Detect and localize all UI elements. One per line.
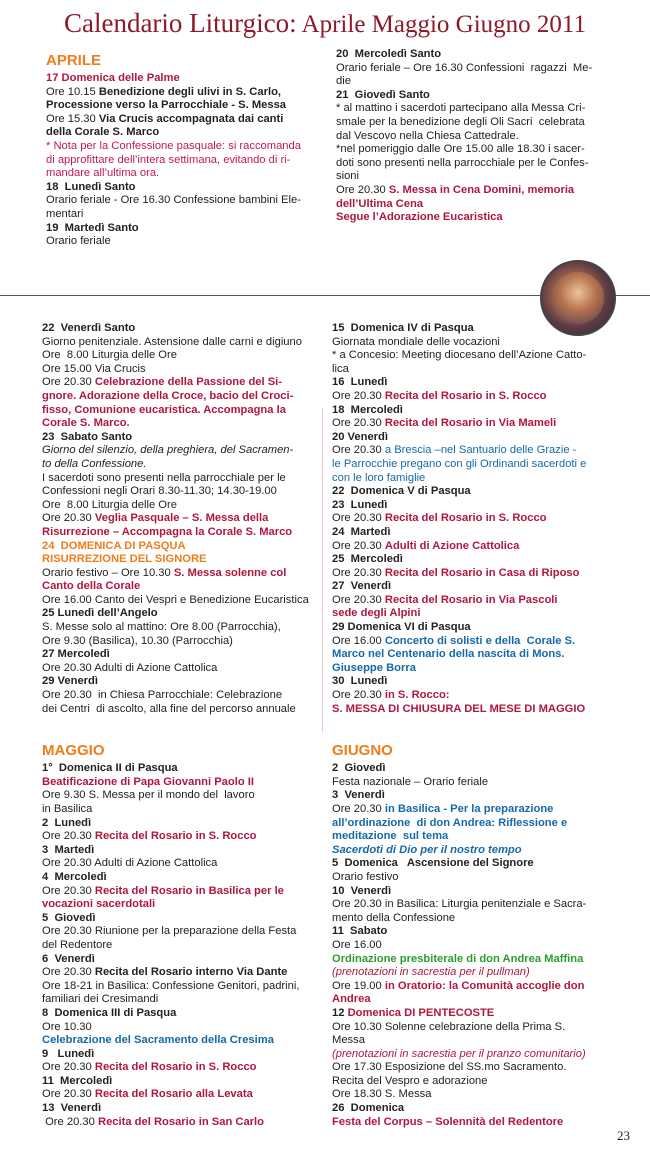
calendar-line: 13 Venerdì (42, 1102, 102, 1115)
calendar-line: Risurrezione – Accompagna la Corale S. Marco (42, 525, 293, 538)
calendar-line: Canto della Corale (42, 580, 141, 593)
calendar-line: 21 Giovedì Santo (336, 88, 430, 101)
calendar-line: Ore 10.30 (42, 1020, 92, 1033)
calendar-line-segment: Ore 20.30 (42, 1088, 95, 1101)
calendar-line-segment: a Brescia –nel Santuario delle Grazie - (384, 444, 577, 457)
calendar-line: 19 Martedì Santo (46, 221, 139, 234)
column-may-june-right (332, 322, 632, 1129)
calendar-line: S. MESSA DI CHIUSURA DEL MESE DI MAGGIO (332, 702, 586, 715)
calendar-line-segment: Benedizione degli ulivi in S. Carlo, (98, 85, 282, 98)
calendar-line: dell’Ultima Cena (336, 197, 424, 210)
calendar-line (42, 885, 324, 899)
calendar-line: 27 Venerdì (332, 580, 392, 593)
calendar-line: 20 Venerdì (332, 430, 388, 443)
calendar-line: (prenotazioni in sacrestia per il pullman) (332, 966, 530, 979)
calendar-line: * Nota per la Confessione pasquale: si raccomanda (46, 139, 301, 152)
calendar-line-segment: Recita del Rosario in Via Pascoli (384, 593, 558, 606)
calendar-line: sioni (336, 170, 360, 183)
calendar-line: S. Messe solo al mattino: Ore 8.00 (Parrocchia), (42, 621, 281, 634)
calendar-line-segment: Ore 20.30 (332, 689, 385, 702)
calendar-line: doti sono presenti nella parrocchiale per le Confes- (336, 156, 589, 169)
calendar-line (332, 635, 632, 649)
calendar-line-segment: Recita del Rosario alla Levata (94, 1088, 253, 1101)
calendar-line (42, 567, 324, 581)
calendar-line: del Redentore (42, 938, 113, 951)
calendar-line: 24 Martedì (332, 525, 391, 538)
calendar-line-segment: Ore 20.30 (336, 183, 389, 196)
calendar-line: Orario feriale - Ore 16.30 Confessione bambini Ele- (46, 194, 301, 207)
calendar-line (332, 594, 632, 608)
calendar-line (336, 184, 626, 198)
calendar-line: 29 Venerdì (42, 675, 98, 688)
calendar-line: le Parrocchie pregano con gli Ordinandi sacerdoti e (332, 457, 587, 470)
calendar-line-segment: Recita del Rosario in S. Rocco (94, 830, 257, 843)
calendar-line: Beatificazione di Papa Giovanni Paolo II (42, 775, 254, 788)
calendar-line: dal Vescovo nella Chiesa Cattedrale. (336, 129, 519, 142)
calendar-line-segment: Ore 20.30 (42, 884, 95, 897)
spacer (332, 716, 632, 738)
calendar-line: in Basilica (42, 803, 93, 815)
page-title-main: Calendario Liturgico: (63, 8, 297, 38)
calendar-line: Ore 9.30 (Basilica), 10.30 (Parrocchia) (42, 634, 233, 647)
calendar-line: 26 Domenica (332, 1102, 405, 1115)
calendar-line: 1° Domenica II di Pasqua (42, 762, 178, 775)
calendar-line: Ordinazione presbiterale di don Andrea Maffina (332, 952, 584, 965)
calendar-line-segment: Domenica DI PENTECOSTE (347, 1006, 495, 1019)
calendar-line: * al mattino i sacerdoti partecipano alla Messa Cri- (336, 102, 586, 115)
calendar-line: Ore 18-21 in Basilica: Confessione Genitori, padrini, (42, 979, 300, 992)
calendar-line-segment: Ore 20.30 (42, 1115, 98, 1128)
calendar-line-segment: Ore 20.30 (332, 593, 385, 606)
calendar-line (42, 830, 324, 844)
calendar-line: Marco nel Centenario della nascita di Mons. (332, 648, 565, 661)
calendar-line: 22 Domenica V di Pasqua (332, 485, 471, 498)
calendar-line: Sacerdoti di Dio per il nostro tempo (332, 843, 522, 856)
calendar-line-segment: Ore 16.00 (332, 634, 385, 647)
calendar-line: Processione verso la Parrocchiale - S. Messa (46, 99, 287, 112)
calendar-line: 23 Sabato Santo (42, 430, 133, 443)
spacer (42, 716, 324, 738)
calendar-line: 10 Venerdì (332, 884, 392, 897)
calendar-line: 25 Lunedì dell’Angelo (42, 607, 158, 620)
calendar-line: Recita del Vespro e adorazione (332, 1074, 488, 1087)
calendar-line: to della Confessione. (42, 457, 147, 470)
calendar-line-segment: Ore 20.30 (42, 966, 95, 979)
calendar-line: 27 Mercoledì (42, 648, 110, 661)
calendar-line-segment: Recita del Rosario in S. Rocco (94, 1061, 257, 1074)
page-title-sub: Aprile Maggio Giugno 2011 (296, 11, 587, 38)
calendar-line: Orario feriale – Ore 16.30 Confessioni ragazzi Me- (336, 61, 593, 74)
calendar-line: 15 Domenica IV di Pasqua (332, 322, 474, 334)
calendar-line: RISURREZIONE DEL SIGNORE (42, 553, 207, 566)
calendar-line-segment: 12 (332, 1006, 348, 1019)
calendar-line-segment: Recita del Rosario in S. Rocco (384, 512, 547, 525)
calendar-line: 8 Domenica III di Pasqua (42, 1006, 177, 1019)
calendar-line: 5 Domenica Ascensione del Signore (332, 857, 534, 870)
month-heading: GIUGNO (332, 742, 393, 760)
calendar-line (42, 966, 324, 980)
calendar-line (332, 980, 632, 994)
calendar-line: della Corale S. Marco (46, 126, 160, 139)
calendar-line: all’ordinazione di don Andrea: Riflessione e (332, 816, 568, 829)
calendar-line: mentari (46, 207, 84, 220)
calendar-line-segment: in S. Rocco: (384, 689, 450, 702)
calendar-line (332, 803, 632, 817)
calendar-line: Andrea (332, 993, 371, 1006)
calendar-line (332, 1007, 632, 1021)
calendar-line: 11 Mercoledì (42, 1074, 113, 1087)
calendar-line: * a Concesio: Meeting diocesano dell’Azione Catto- (332, 349, 587, 362)
calendar-line: 23 Lunedì (332, 498, 388, 511)
column-april-right (336, 48, 626, 225)
calendar-line: *nel pomeriggio dalle Ore 15.00 alle 18.30 i sacer- (336, 143, 585, 156)
calendar-line-segment: in Oratorio: la Comunità accoglie don (384, 979, 585, 992)
calendar-line (42, 376, 324, 390)
calendar-line: Ore 20.30 Adulti di Azione Cattolica (42, 661, 218, 674)
calendar-line: Ore 20.30 Riunione per la preparazione della Festa (42, 925, 297, 938)
calendar-line: 3 Venerdì (332, 789, 385, 802)
calendar-line-segment: S. Messa in Cena Domini, memoria (388, 183, 575, 196)
calendar-line (42, 1088, 324, 1102)
calendar-line: 2 Lunedì (42, 816, 92, 829)
calendar-line: Giorno del silenzio, della preghiera, del Sacramen- (42, 444, 294, 457)
calendar-line (332, 417, 632, 431)
calendar-line: meditazione sul tema (332, 830, 449, 843)
calendar-line: smale per la benedizione degli Oli Sacri celebrata (336, 115, 585, 128)
calendar-line: lica (332, 362, 349, 375)
calendar-line: mandare all’ultima ora. (46, 167, 160, 180)
calendar-line: familiari dei Cresimandi (42, 993, 159, 1006)
calendar-line: Ore 20.30 in Chiesa Parrocchiale: Celebrazione (42, 689, 283, 702)
column-april-may-left (42, 322, 324, 1129)
month-heading: MAGGIO (42, 742, 105, 760)
calendar-line (42, 1116, 324, 1130)
calendar-line-segment: Ore 20.30 (332, 539, 385, 552)
calendar-line: I sacerdoti sono presenti nella parrocchiale per le (42, 471, 286, 484)
calendar-line-segment: Via Crucis accompagnata dai canti (98, 112, 284, 125)
calendar-line: 6 Venerdì (42, 952, 95, 965)
calendar-line: 25 Mercoledì (332, 553, 403, 566)
calendar-line: dei Centri di ascolto, alla fine del percorso annuale (42, 702, 296, 715)
calendar-line-segment: Recita del Rosario in Via Mameli (384, 417, 557, 430)
calendar-line: Ore 20.30 in Basilica: Liturgia penitenziale e Sacra- (332, 898, 587, 911)
calendar-line: vocazioni sacerdotali (42, 898, 156, 911)
calendar-line: 16 Lunedì (332, 376, 388, 389)
calendar-line-segment: Concerto di solisti e della Corale S. (384, 634, 576, 647)
calendar-line-segment: Celebrazione della Passione del Si- (94, 376, 283, 389)
calendar-line: Segue l’Adorazione Eucaristica (336, 211, 503, 224)
calendar-line: Ore 16.00 (332, 938, 382, 951)
calendar-line: Ore 10.30 Solenne celebrazione della Prima S. (332, 1020, 566, 1033)
calendar-line: Festa nazionale – Orario feriale (332, 775, 489, 788)
calendar-line: Confessioni negli Orari 8.30-11.30; 14.30-19.00 (42, 485, 277, 498)
calendar-line: 20 Mercoledì Santo (336, 48, 442, 60)
calendar-line (332, 444, 632, 458)
calendar-line: Ore 8.00 Liturgia delle Ore (42, 349, 177, 362)
calendar-line: Giuseppe Borra (332, 661, 416, 674)
calendar-line-segment: Adulti di Azione Cattolica (384, 539, 520, 552)
month-heading: APRILE (46, 52, 102, 69)
calendar-line-segment: Recita del Rosario interno Via Dante (94, 966, 288, 979)
calendar-line-segment: Ore 20.30 (332, 566, 385, 579)
calendar-line-segment: Ore 20.30 (42, 376, 95, 389)
calendar-line-segment: Ore 20.30 (332, 389, 385, 402)
calendar-line: Festa del Corpus – Solennità del Redentore (332, 1115, 564, 1128)
calendar-line: Ore 20.30 Adulti di Azione Cattolica (42, 857, 218, 870)
calendar-line: sede degli Alpini (332, 607, 421, 620)
calendar-line: 29 Domenica VI di Pasqua (332, 621, 471, 634)
calendar-line-segment: Ore 19.00 (332, 979, 385, 992)
calendar-line-segment: Recita del Rosario in S. Rocco (384, 389, 547, 402)
calendar-line-segment: Recita del Rosario in San Carlo (97, 1115, 264, 1128)
page-title (0, 8, 650, 39)
calendar-line: die (336, 75, 351, 88)
calendar-line: Ore 8.00 Liturgia delle Ore (42, 498, 177, 511)
calendar-line: 22 Venerdì Santo (42, 322, 136, 334)
calendar-line-segment: Recita del Rosario in Casa di Riposo (384, 566, 580, 579)
calendar-line: (prenotazioni in sacrestia per il pranzo comunitario) (332, 1047, 586, 1060)
page-number: 23 (617, 1128, 630, 1143)
calendar-line: 3 Martedì (42, 843, 95, 856)
calendar-line-segment: Orario festivo – Ore 10.30 (42, 566, 174, 579)
calendar-line-segment: Veglia Pasquale – S. Messa della (94, 512, 269, 525)
calendar-line: 11 Sabato (332, 925, 388, 938)
calendar-line: con le loro famiglie (332, 471, 426, 484)
calendar-line (42, 512, 324, 526)
calendar-line: 18 Mercoledì (332, 403, 403, 416)
calendar-line: mento della Confessione (332, 911, 456, 924)
calendar-line-segment: Ore 10.15 (46, 85, 99, 98)
calendar-line: 24 DOMENICA DI PASQUA (42, 539, 186, 552)
calendar-line-segment: Ore 20.30 (332, 512, 385, 525)
calendar-line (46, 86, 326, 100)
calendar-line: Corale S. Marco. (42, 417, 130, 430)
calendar-line-segment: S. Messa solenne col (173, 566, 287, 579)
calendar-line: Ore 17.30 Esposizione del SS.mo Sacramento. (332, 1061, 567, 1074)
calendar-line: fisso, Comunione eucaristica. Accompagna la (42, 403, 286, 416)
calendar-line (332, 689, 632, 703)
calendar-line: 17 Domenica delle Palme (46, 72, 180, 84)
calendar-line (332, 567, 632, 581)
calendar-line: 2 Giovedì (332, 762, 386, 775)
column-april-left (46, 48, 326, 249)
calendar-line-segment: Ore 20.30 (42, 512, 95, 525)
calendar-line: Ore 18.30 S. Messa (332, 1088, 432, 1101)
calendar-line: Ore 16.00 Canto dei Vespri e Benedizione Eucaristica (42, 593, 309, 606)
calendar-line: di approfittare dell’intera settimana, evitando di ri- (46, 153, 291, 166)
calendar-line-segment: Ore 20.30 (332, 803, 385, 815)
calendar-line: Messa (332, 1034, 365, 1047)
calendar-line: Giorno penitenziale. Astensione dalle carni e digiuno (42, 335, 302, 348)
calendar-line (332, 512, 632, 526)
calendar-line-segment: Ore 20.30 (42, 830, 95, 843)
calendar-line (46, 113, 326, 127)
calendar-line: Celebrazione del Sacramento della Cresima (42, 1034, 274, 1047)
calendar-line (332, 390, 632, 404)
calendar-line: Orario festivo (332, 870, 399, 883)
calendar-line: Giornata mondiale delle vocazioni (332, 335, 500, 348)
calendar-line: 30 Lunedì (332, 675, 388, 688)
calendar-line: Orario feriale (46, 235, 111, 248)
calendar-line-segment: Ore 15.30 (46, 112, 99, 125)
calendar-line-segment: Recita del Rosario in Basilica per le (94, 884, 284, 897)
calendar-line (42, 1061, 324, 1075)
calendar-line: 5 Giovedì (42, 911, 96, 924)
calendar-line-segment: Ore 20.30 (42, 1061, 95, 1074)
calendar-line-segment: Ore 20.30 (332, 444, 385, 457)
calendar-line-segment: in Basilica - Per la preparazione (384, 803, 554, 815)
calendar-line: 9 Lunedì (42, 1047, 95, 1060)
calendar-line: 4 Mercoledì (42, 870, 107, 883)
calendar-line-segment: Ore 20.30 (332, 417, 385, 430)
calendar-line: Ore 15.00 Via Crucis (42, 362, 146, 375)
calendar-line (332, 540, 632, 554)
calendar-line: Ore 9.30 S. Messa per il mondo del lavoro (42, 789, 255, 802)
calendar-line: gnore. Adorazione della Croce, bacio del Croci- (42, 389, 294, 402)
calendar-line: 18 Lunedì Santo (46, 180, 136, 193)
